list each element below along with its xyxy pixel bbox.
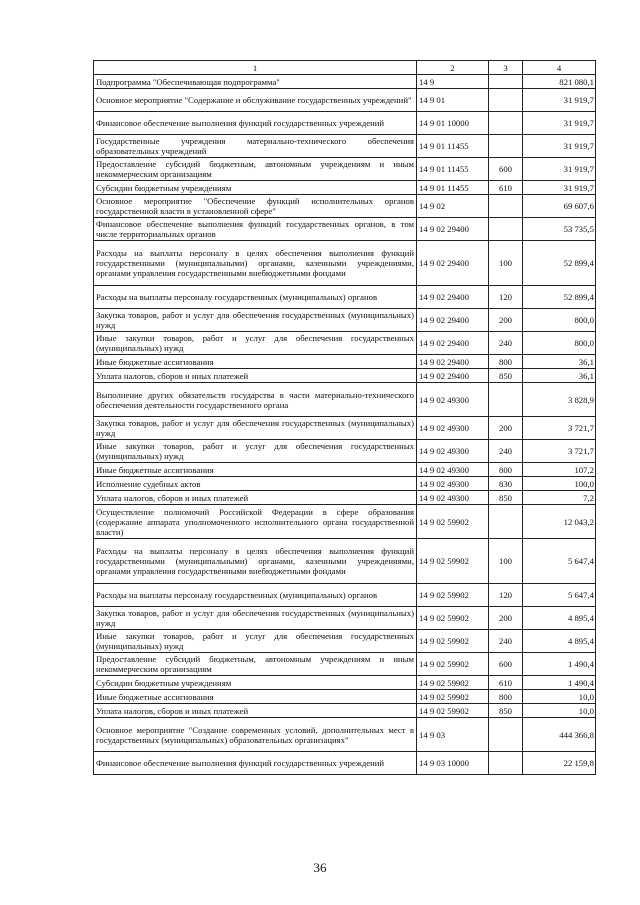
row-type: 240 [489,630,523,653]
row-amount: 444 366,8 [523,718,596,752]
row-amount: 5 647,4 [523,584,596,607]
row-amount: 31 919,7 [523,158,596,181]
row-type: 100 [489,241,523,286]
row-amount: 821 080,1 [523,75,596,89]
table-row [94,491,596,505]
row-type: 850 [489,491,523,505]
row-type: 120 [489,286,523,309]
row-code: 14 9 02 29400 [417,309,489,332]
table-row [94,440,596,463]
row-name: Субсидии бюджетным учреждениям [94,181,417,195]
table-row [94,241,596,286]
row-type [489,383,523,417]
row-name: Уплата налогов, сборов и иных платежей [94,369,417,383]
table-row [94,690,596,704]
row-amount: 31 919,7 [523,135,596,158]
row-type [489,112,523,135]
page-number: 36 [313,860,327,875]
table-row [94,355,596,369]
table-row [94,704,596,718]
table-row [94,718,596,752]
row-name: Уплата налогов, сборов и иных платежей [94,704,417,718]
row-name: Основное мероприятие "Содержание и обслуживание государственных учреждений" [94,89,417,112]
row-code: 14 9 02 49300 [417,463,489,477]
row-amount: 100,0 [523,477,596,491]
row-code: 14 9 02 59902 [417,653,489,676]
row-amount: 107,2 [523,463,596,477]
row-type: 200 [489,417,523,440]
row-type: 240 [489,332,523,355]
row-name: Иные бюджетные ассигнования [94,463,417,477]
row-code: 14 9 02 29400 [417,355,489,369]
row-code: 14 9 02 29400 [417,218,489,241]
row-code: 14 9 02 59902 [417,690,489,704]
row-amount: 3 828,9 [523,383,596,417]
row-name: Осуществление полномочий Российской Федерации в сфере образования (содержание аппарата уполномоченного исполнительного органа государственной власти) [94,505,417,539]
row-amount: 3 721,7 [523,440,596,463]
row-amount: 10,0 [523,704,596,718]
row-name: Предоставление субсидий бюджетным, автономным учреждениям и иным некоммерческим организациям [94,653,417,676]
row-type: 100 [489,539,523,584]
row-code: 14 9 02 49300 [417,417,489,440]
column-number-3: 3 [489,61,523,75]
column-number-row [94,61,596,75]
row-type: 240 [489,440,523,463]
row-amount: 52 899,4 [523,241,596,286]
row-code: 14 9 01 10000 [417,112,489,135]
row-amount: 22 159,8 [523,752,596,775]
table-row [94,218,596,241]
row-name: Закупка товаров, работ и услуг для обеспечения государственных (муниципальных) нужд [94,607,417,630]
row-name: Финансовое обеспечение выполнения функций государственных учреждений [94,112,417,135]
row-code: 14 9 02 59902 [417,539,489,584]
table-row [94,181,596,195]
row-type: 800 [489,463,523,477]
row-name: Основное мероприятие "Создание современных условий, дополнительных мест в государственных (муниципальных) образовательных организациях" [94,718,417,752]
row-code: 14 9 02 59902 [417,676,489,690]
row-amount: 800,0 [523,332,596,355]
row-type [489,135,523,158]
row-amount: 4 895,4 [523,630,596,653]
row-code: 14 9 02 59902 [417,630,489,653]
row-type: 120 [489,584,523,607]
table-row [94,630,596,653]
row-name: Финансовое обеспечение выполнения функций государственных органов, в том числе территориальных органов [94,218,417,241]
row-type: 800 [489,690,523,704]
row-code: 14 9 02 29400 [417,241,489,286]
table-row [94,505,596,539]
row-name: Основное мероприятие "Обеспечение функций исполнительных органов государственной власти в установленной сфере" [94,195,417,218]
table-row [94,676,596,690]
table-row [94,383,596,417]
row-code: 14 9 02 49300 [417,383,489,417]
row-amount: 1 490,4 [523,676,596,690]
row-code: 14 9 02 49300 [417,440,489,463]
row-code: 14 9 01 11455 [417,158,489,181]
row-type [489,195,523,218]
row-type [489,75,523,89]
row-amount: 5 647,4 [523,539,596,584]
row-type [489,218,523,241]
column-number-1: 1 [94,61,417,75]
row-amount: 53 735,5 [523,218,596,241]
row-amount: 3 721,7 [523,417,596,440]
row-name: Предоставление субсидий бюджетным, автономным учреждениям и иным некоммерческим организациям [94,158,417,181]
row-code: 14 9 01 [417,89,489,112]
row-amount: 7,2 [523,491,596,505]
table-row [94,477,596,491]
row-amount: 31 919,7 [523,112,596,135]
column-number-4: 4 [523,61,596,75]
row-name: Иные закупки товаров, работ и услуг для обеспечения государственных (муниципальных) нужд [94,630,417,653]
row-code: 14 9 02 59902 [417,584,489,607]
row-name: Закупка товаров, работ и услуг для обеспечения государственных (муниципальных) нужд [94,417,417,440]
row-code: 14 9 02 [417,195,489,218]
row-type: 600 [489,653,523,676]
row-name: Расходы на выплаты персоналу государственных (муниципальных) органов [94,584,417,607]
table-row [94,89,596,112]
row-amount: 31 919,7 [523,89,596,112]
row-code: 14 9 02 49300 [417,491,489,505]
budget-table [93,60,596,775]
table-row [94,417,596,440]
row-type: 600 [489,158,523,181]
row-name: Иные закупки товаров, работ и услуг для обеспечения государственных (муниципальных) нужд [94,332,417,355]
row-code: 14 9 02 59902 [417,704,489,718]
table-row [94,112,596,135]
row-code: 14 9 02 29400 [417,369,489,383]
table-row [94,607,596,630]
row-code: 14 9 01 11455 [417,135,489,158]
row-name: Расходы на выплаты персоналу в целях обеспечения выполнения функций государственными (муниципальными) органами, казенными учреждениями, органами управления государственными внебюджетными фондами [94,539,417,584]
table-row [94,539,596,584]
row-code: 14 9 01 11455 [417,181,489,195]
row-code: 14 9 02 49300 [417,477,489,491]
row-name: Расходы на выплаты персоналу в целях обеспечения выполнения функций государственными (муниципальными) органами, казенными учреждениями, органами управления государственными внебюджетными фондами [94,241,417,286]
column-number-2: 2 [417,61,489,75]
row-type: 850 [489,704,523,718]
table-row [94,653,596,676]
table-row [94,158,596,181]
row-name: Исполнение судебных актов [94,477,417,491]
row-code: 14 9 02 59902 [417,505,489,539]
row-type: 610 [489,181,523,195]
table-row [94,75,596,89]
row-amount: 10,0 [523,690,596,704]
row-name: Закупка товаров, работ и услуг для обеспечения государственных (муниципальных) нужд [94,309,417,332]
table-row [94,752,596,775]
table-row [94,463,596,477]
row-type [489,505,523,539]
row-type: 850 [489,369,523,383]
table-row [94,369,596,383]
row-type: 200 [489,309,523,332]
row-amount: 36,1 [523,369,596,383]
row-type: 610 [489,676,523,690]
row-code: 14 9 [417,75,489,89]
row-amount: 1 490,4 [523,653,596,676]
row-code: 14 9 02 59902 [417,607,489,630]
row-amount: 4 895,4 [523,607,596,630]
row-name: Иные бюджетные ассигнования [94,690,417,704]
row-amount: 31 919,7 [523,181,596,195]
table-row [94,195,596,218]
row-type [489,718,523,752]
row-name: Финансовое обеспечение выполнения функций государственных учреждений [94,752,417,775]
row-name: Выполнение других обязательств государства в части материально-технического обеспечения деятельности государственного органа [94,383,417,417]
row-name: Уплата налогов, сборов и иных платежей [94,491,417,505]
row-type: 200 [489,607,523,630]
row-amount: 800,0 [523,309,596,332]
row-code: 14 9 02 29400 [417,286,489,309]
row-code: 14 9 03 [417,718,489,752]
table-row [94,584,596,607]
row-amount: 12 043,2 [523,505,596,539]
row-name: Расходы на выплаты персоналу государственных (муниципальных) органов [94,286,417,309]
row-type [489,89,523,112]
row-amount: 69 607,6 [523,195,596,218]
row-name: Субсидии бюджетным учреждениям [94,676,417,690]
table-row [94,135,596,158]
row-type [489,752,523,775]
row-code: 14 9 03 10000 [417,752,489,775]
row-amount: 52 899,4 [523,286,596,309]
row-code: 14 9 02 29400 [417,332,489,355]
row-name: Иные закупки товаров, работ и услуг для обеспечения государственных (муниципальных) нужд [94,440,417,463]
table-row [94,309,596,332]
table-row [94,286,596,309]
row-type: 830 [489,477,523,491]
row-name: Иные бюджетные ассигнования [94,355,417,369]
row-name: Подпрограмма "Обеспечивающая подпрограмма" [94,75,417,89]
table-row [94,332,596,355]
row-amount: 36,1 [523,355,596,369]
budget-table-body [94,61,596,775]
row-name: Государственные учреждения материально-технического обеспечения образовательных учреждений [94,135,417,158]
row-type: 800 [489,355,523,369]
